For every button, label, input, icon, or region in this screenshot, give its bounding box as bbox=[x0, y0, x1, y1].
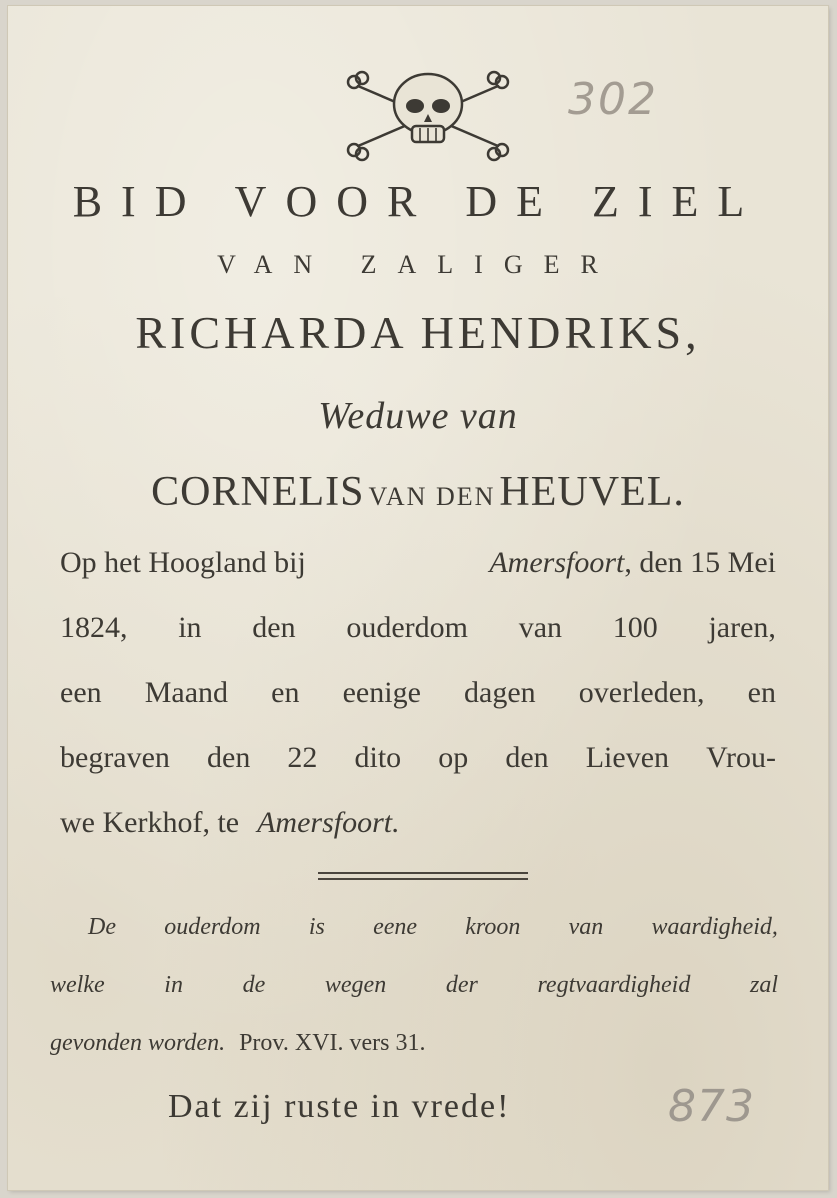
verse-word: eene bbox=[373, 914, 418, 940]
place-name: Amersfoort. bbox=[257, 806, 400, 839]
verse-word: der bbox=[445, 972, 478, 998]
husband-last-name: HEUVEL. bbox=[499, 469, 685, 515]
body-word: den bbox=[505, 741, 549, 774]
deceased-name: RICHARDA HENDRIKS, bbox=[135, 307, 701, 358]
husband-name bbox=[8, 468, 828, 516]
body-word: en bbox=[747, 676, 776, 709]
verse-word: welke bbox=[50, 972, 105, 998]
body-line-4 bbox=[60, 741, 776, 775]
body-word: in bbox=[178, 611, 202, 644]
verse-text: gevonden worden. bbox=[50, 1030, 226, 1056]
body-word: den bbox=[207, 741, 251, 774]
body-word: op bbox=[438, 741, 469, 774]
body-word: begraven bbox=[60, 741, 170, 774]
body-line-1 bbox=[60, 546, 776, 580]
double-rule-divider bbox=[318, 872, 528, 884]
body-word: Lieven bbox=[585, 741, 670, 774]
widow-of-label: Weduwe van bbox=[318, 395, 518, 437]
verse-word: van bbox=[568, 914, 604, 940]
body-word: dito bbox=[354, 741, 402, 774]
body-line-5 bbox=[60, 806, 776, 840]
body-word: van bbox=[518, 611, 563, 644]
memorial-card bbox=[8, 6, 828, 1190]
pencil-annotation-top: 302 bbox=[568, 74, 658, 125]
verse-word: regtvaardigheid bbox=[537, 972, 691, 998]
body-text: Op het Hoogland bij bbox=[60, 546, 306, 579]
skull-and-crossbones-icon bbox=[338, 66, 518, 162]
verse-word: waardigheid, bbox=[651, 914, 778, 940]
verse-word: in bbox=[164, 972, 183, 998]
body-word: jaren, bbox=[708, 611, 776, 644]
verse-line-2 bbox=[50, 972, 778, 999]
husband-particle: VAN DEN bbox=[368, 482, 496, 511]
body-word: 100 bbox=[612, 611, 658, 644]
closing-prayer: Dat zij ruste in vrede! bbox=[168, 1088, 511, 1125]
verse-line-3 bbox=[50, 1030, 778, 1057]
verse-word: kroon bbox=[465, 914, 521, 940]
body-word: dagen bbox=[464, 676, 536, 709]
heading-line-2: VAN ZALIGER bbox=[217, 250, 619, 279]
verse-word: de bbox=[242, 972, 266, 998]
body-word: den bbox=[252, 611, 296, 644]
verse-word: wegen bbox=[324, 972, 387, 998]
body-line-3 bbox=[60, 676, 776, 710]
body-word: overleden, bbox=[578, 676, 705, 709]
body-text: , den 15 Mei bbox=[624, 546, 776, 579]
place-name: Amersfoort bbox=[489, 546, 625, 579]
verse-word: ouderdom bbox=[164, 914, 261, 940]
body-word: een bbox=[60, 676, 102, 709]
body-word: 22 bbox=[287, 741, 318, 774]
verse-word: is bbox=[308, 914, 325, 940]
body-word: ouderdom bbox=[346, 611, 468, 644]
heading-line-1: BID VOOR DE ZIEL bbox=[72, 177, 764, 226]
pencil-annotation-bottom: 873 bbox=[668, 1081, 755, 1132]
scripture-reference: Prov. XVI. vers 31. bbox=[239, 1030, 426, 1056]
body-text: we Kerkhof, te bbox=[60, 806, 240, 839]
body-word: 1824, bbox=[60, 611, 128, 644]
body-word: Vrou- bbox=[706, 741, 776, 774]
verse-line-1 bbox=[88, 914, 778, 941]
husband-first-name: CORNELIS bbox=[151, 469, 365, 515]
body-line-2 bbox=[60, 611, 776, 645]
body-word: en bbox=[271, 676, 300, 709]
verse-word: De bbox=[88, 914, 116, 940]
verse-word: zal bbox=[749, 972, 778, 998]
body-word: eenige bbox=[342, 676, 421, 709]
body-word: Maand bbox=[144, 676, 229, 709]
